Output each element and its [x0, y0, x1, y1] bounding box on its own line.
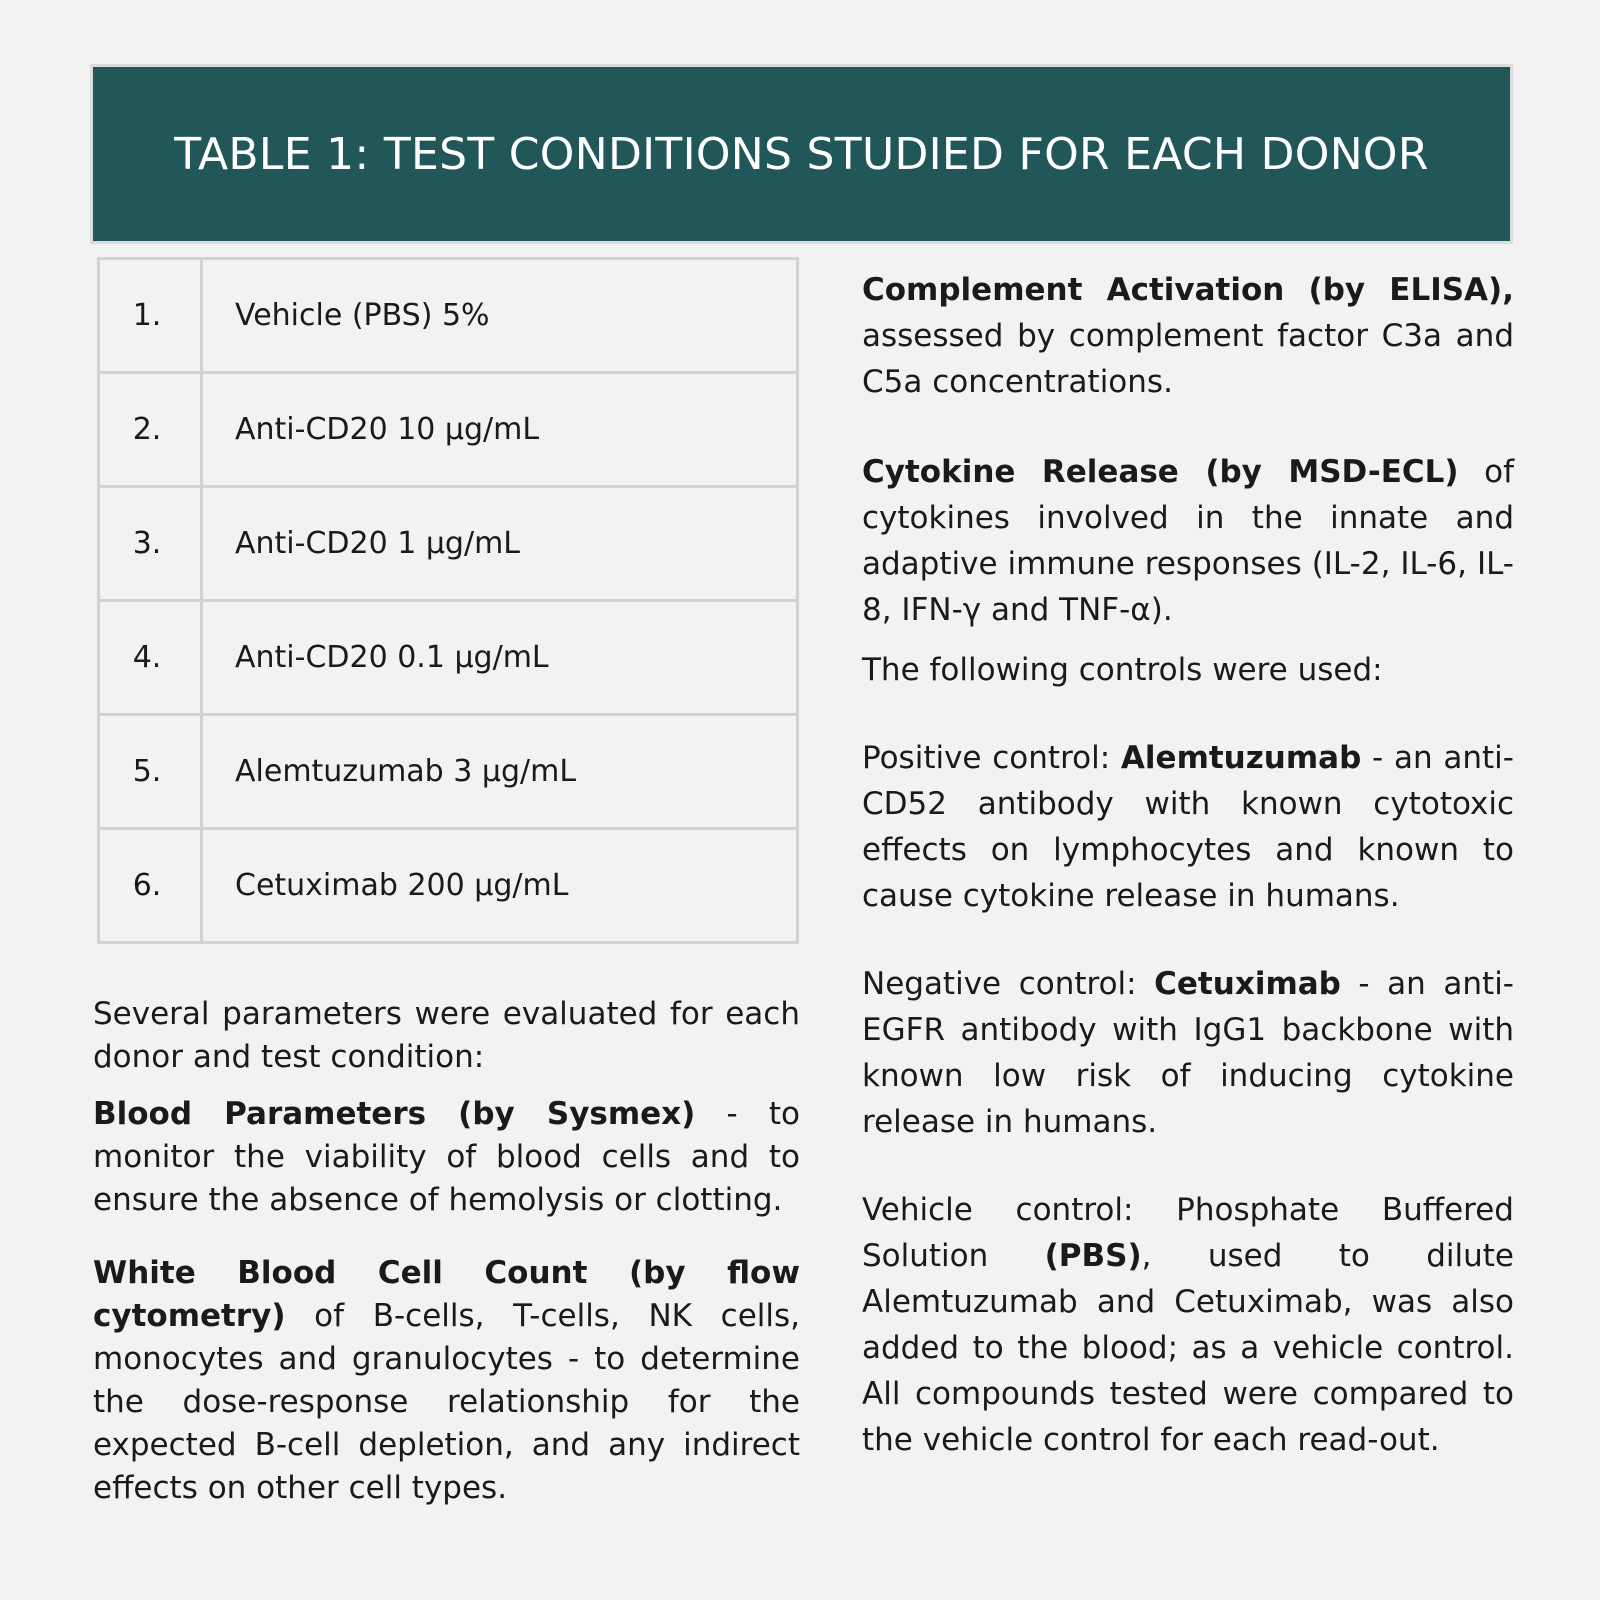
positive-control-prefix: Positive control:	[862, 740, 1121, 776]
table-title-banner	[93, 67, 1510, 241]
complement-paragraph	[862, 267, 1514, 405]
blood-parameters-paragraph	[93, 1093, 800, 1222]
condition-number: 6.	[99, 829, 202, 943]
condition-number: 2.	[99, 373, 202, 487]
cytokine-text: of cytokines involved in the innate and adaptive immune responses (IL-2, IL-6, IL-8, IFN-γ and TNF-α).	[862, 454, 1515, 628]
condition-number: 1.	[99, 259, 202, 373]
positive-control-name: Alemtuzumab	[1120, 740, 1362, 776]
complement-heading: Complement Activation (by ELISA),	[862, 272, 1514, 308]
wbc-count-heading: White Blood Cell Count (by flow cytometry)	[93, 1255, 800, 1334]
condition-label: Alemtuzumab 3 μg/mL	[202, 715, 798, 829]
complement-text: assessed by complement factor C3a and C5a concentrations.	[862, 318, 1514, 400]
conditions-table	[97, 257, 799, 944]
table-row	[99, 259, 798, 373]
table-row	[99, 601, 798, 715]
cytokine-heading: Cytokine Release (by MSD-ECL)	[862, 454, 1459, 490]
table-title: TABLE 1: TEST CONDITIONS STUDIED FOR EACH DONOR	[174, 128, 1429, 180]
condition-number: 4.	[99, 601, 202, 715]
vehicle-control-name: (PBS)	[1044, 1238, 1142, 1274]
wbc-count-text: of B-cells, T-cells, NK cells, monocytes and granulocytes - to determine the dose-response relationship for the expected B-cell depletion, and any indirect effects on other cell types.	[93, 1298, 800, 1506]
controls-intro: The following controls were used:	[862, 652, 1383, 688]
condition-label: Cetuximab 200 μg/mL	[202, 829, 798, 943]
negative-control-text: - an anti-EGFR antibody with IgG1 backbone with known low risk of inducing cytokine release in humans.	[862, 966, 1514, 1140]
blood-parameters-heading: Blood Parameters (by Sysmex)	[93, 1096, 696, 1132]
cytokine-paragraph	[862, 449, 1514, 633]
vehicle-control-prefix: Vehicle control: Phosphate Buffered Solution	[862, 1192, 1514, 1274]
condition-label: Anti-CD20 10 μg/mL	[202, 373, 798, 487]
assays-and-controls-section	[862, 267, 1514, 1463]
condition-number: 5.	[99, 715, 202, 829]
negative-control-prefix: Negative control:	[862, 966, 1155, 1002]
conditions-table-body	[99, 259, 798, 943]
condition-label: Anti-CD20 1 μg/mL	[202, 487, 798, 601]
positive-control-text: - an anti-CD52 antibody with known cytotoxic effects on lymphocytes and known to cause cytokine release in humans.	[862, 740, 1514, 914]
table-row	[99, 487, 798, 601]
blood-parameters-text: - to monitor the viability of blood cells and to ensure the absence of hemolysis or clotting.	[93, 1096, 800, 1218]
condition-label: Anti-CD20 0.1 μg/mL	[202, 601, 798, 715]
wbc-count-paragraph	[93, 1252, 800, 1510]
table-row	[99, 829, 798, 943]
vehicle-control-paragraph	[862, 1187, 1514, 1463]
parameters-intro: Several parameters were evaluated for each donor and test condition:	[93, 996, 800, 1075]
negative-control-paragraph	[862, 961, 1514, 1145]
condition-number: 3.	[99, 487, 202, 601]
parameters-section	[93, 993, 800, 1510]
negative-control-name: Cetuximab	[1154, 966, 1341, 1002]
table-row	[99, 715, 798, 829]
table-row	[99, 373, 798, 487]
condition-label: Vehicle (PBS) 5%	[202, 259, 798, 373]
vehicle-control-text: , used to dilute Alemtuzumab and Cetuximab, was also added to the blood; as a vehicle control. All compounds tested were compared to the vehicle control for each read-out.	[862, 1238, 1514, 1458]
positive-control-paragraph	[862, 735, 1514, 919]
